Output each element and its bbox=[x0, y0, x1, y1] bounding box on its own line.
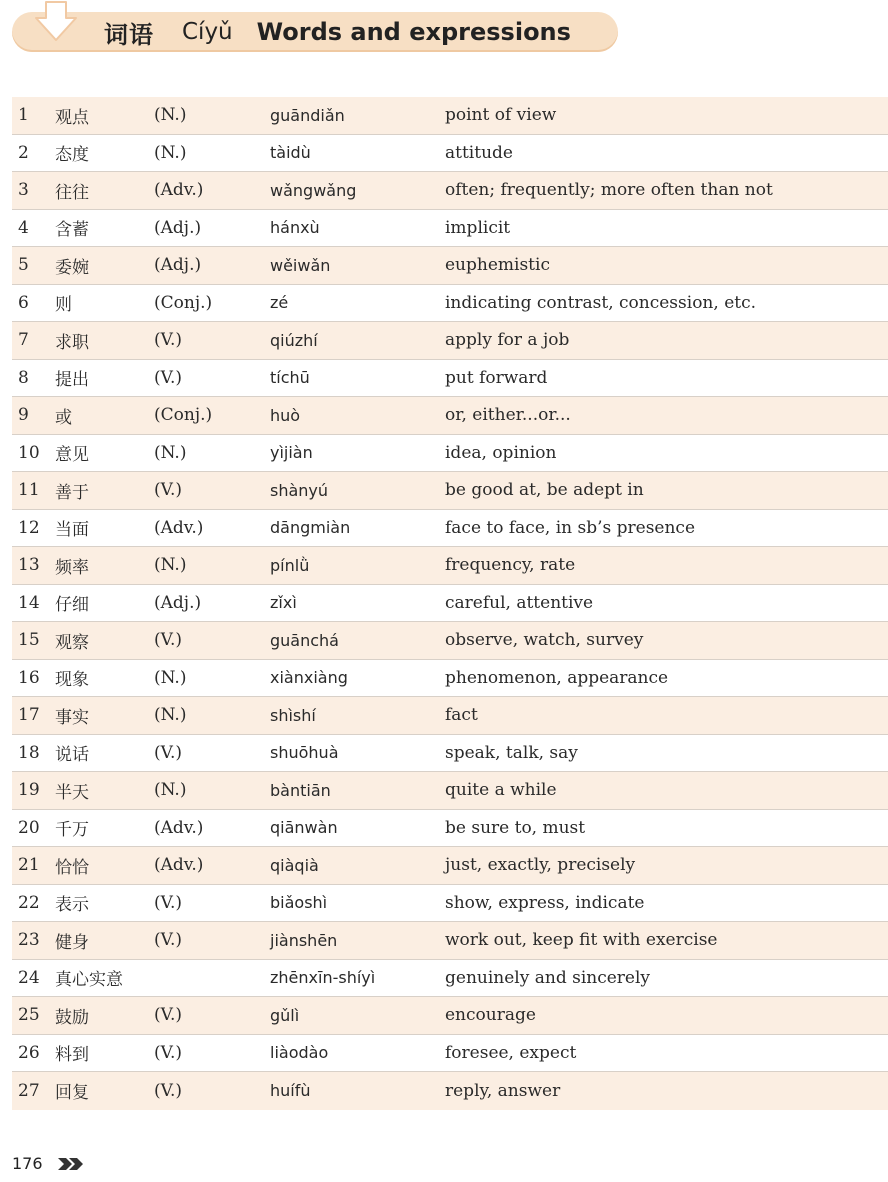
vocab-number: 1 bbox=[18, 105, 29, 126]
vocab-english: attitude bbox=[445, 142, 513, 163]
vocab-english: work out, keep fit with exercise bbox=[445, 930, 718, 951]
vocab-number: 24 bbox=[18, 967, 40, 988]
vocab-row bbox=[12, 135, 888, 173]
vocab-number: 5 bbox=[18, 255, 29, 276]
vocab-hanzi: 半天 bbox=[55, 782, 89, 803]
vocab-row bbox=[12, 810, 888, 848]
vocab-pinyin: yìjiàn bbox=[270, 443, 313, 463]
vocab-hanzi: 千万 bbox=[55, 820, 89, 841]
vocab-part-of-speech: (V.) bbox=[154, 1042, 182, 1063]
vocab-hanzi: 鼓励 bbox=[55, 1007, 89, 1028]
vocab-pinyin: wěiwǎn bbox=[270, 255, 331, 275]
vocab-number: 10 bbox=[18, 442, 40, 463]
vocab-number: 17 bbox=[18, 705, 40, 726]
vocab-hanzi: 提出 bbox=[55, 370, 89, 391]
vocab-pinyin: qiàqià bbox=[270, 855, 319, 875]
vocab-row bbox=[12, 1035, 888, 1073]
section-header-banner bbox=[12, 12, 618, 52]
vocab-part-of-speech: (Adv.) bbox=[154, 855, 204, 876]
vocab-number: 26 bbox=[18, 1042, 40, 1063]
vocab-pinyin: shuōhuà bbox=[270, 743, 339, 763]
vocab-pinyin: qiānwàn bbox=[270, 818, 338, 838]
vocab-hanzi: 意见 bbox=[55, 445, 89, 466]
vocab-row bbox=[12, 247, 888, 285]
vocab-english: indicating contrast, concession, etc. bbox=[445, 292, 757, 313]
vocab-part-of-speech: (Conj.) bbox=[154, 292, 213, 313]
vocab-english: speak, talk, say bbox=[445, 742, 578, 763]
vocab-number: 19 bbox=[18, 780, 40, 801]
vocab-row bbox=[12, 697, 888, 735]
vocab-hanzi: 委婉 bbox=[55, 257, 89, 278]
vocab-part-of-speech: (Adj.) bbox=[154, 255, 202, 276]
vocab-pinyin: tàidù bbox=[270, 143, 311, 163]
vocab-english: phenomenon, appearance bbox=[445, 667, 669, 688]
vocab-row bbox=[12, 772, 888, 810]
section-title-pinyin: Cíyǔ bbox=[182, 19, 233, 45]
vocab-hanzi: 真心实意 bbox=[55, 970, 123, 991]
vocab-hanzi: 则 bbox=[55, 295, 72, 316]
vocab-number: 14 bbox=[18, 592, 40, 613]
vocab-pinyin: jiànshēn bbox=[270, 930, 338, 950]
vocab-english: idea, opinion bbox=[445, 442, 557, 463]
vocab-english: show, express, indicate bbox=[445, 892, 645, 913]
vocab-number: 22 bbox=[18, 892, 40, 913]
vocab-row bbox=[12, 210, 888, 248]
vocab-row bbox=[12, 847, 888, 885]
vocab-number: 6 bbox=[18, 292, 29, 313]
vocab-english: point of view bbox=[445, 105, 557, 126]
vocab-part-of-speech: (V.) bbox=[154, 330, 182, 351]
vocab-part-of-speech: (V.) bbox=[154, 630, 182, 651]
vocab-pinyin: wǎngwǎng bbox=[270, 180, 357, 200]
vocab-row bbox=[12, 172, 888, 210]
vocab-row bbox=[12, 397, 888, 435]
vocab-hanzi: 仔细 bbox=[55, 595, 89, 616]
vocab-number: 23 bbox=[18, 930, 40, 951]
vocab-number: 12 bbox=[18, 517, 40, 538]
vocab-pinyin: zhēnxīn-shíyì bbox=[270, 968, 376, 988]
vocab-english: frequency, rate bbox=[445, 555, 576, 576]
vocab-part-of-speech: (Adj.) bbox=[154, 217, 202, 238]
vocab-english: just, exactly, precisely bbox=[445, 855, 636, 876]
vocab-part-of-speech: (Adj.) bbox=[154, 592, 202, 613]
vocab-number: 15 bbox=[18, 630, 40, 651]
page-number: 176 bbox=[12, 1154, 43, 1173]
vocab-pinyin: guāndiǎn bbox=[270, 105, 345, 125]
vocab-english: euphemistic bbox=[445, 255, 550, 276]
vocab-english: be good at, be adept in bbox=[445, 480, 644, 501]
vocab-row bbox=[12, 960, 888, 998]
vocab-number: 21 bbox=[18, 855, 40, 876]
vocab-row bbox=[12, 585, 888, 623]
section-title bbox=[104, 18, 571, 49]
vocab-hanzi: 说话 bbox=[55, 745, 89, 766]
vocab-hanzi: 料到 bbox=[55, 1045, 89, 1066]
vocab-number: 9 bbox=[18, 405, 29, 426]
vocab-number: 7 bbox=[18, 330, 29, 351]
vocab-english: face to face, in sb’s presence bbox=[445, 517, 696, 538]
vocab-pinyin: biǎoshì bbox=[270, 893, 328, 913]
vocab-part-of-speech: (N.) bbox=[154, 705, 187, 726]
vocab-row bbox=[12, 885, 888, 923]
vocab-number: 18 bbox=[18, 742, 40, 763]
vocab-english: put forward bbox=[445, 367, 548, 388]
vocab-english: implicit bbox=[445, 217, 511, 238]
vocab-english: careful, attentive bbox=[445, 592, 594, 613]
vocab-english: fact bbox=[445, 705, 478, 726]
vocab-hanzi: 含蓄 bbox=[55, 220, 89, 241]
vocab-hanzi: 或 bbox=[55, 407, 72, 428]
vocab-pinyin: huò bbox=[270, 405, 301, 425]
vocab-part-of-speech: (Adv.) bbox=[154, 517, 204, 538]
vocab-part-of-speech: (N.) bbox=[154, 105, 187, 126]
vocab-number: 27 bbox=[18, 1080, 40, 1101]
vocab-hanzi: 频率 bbox=[55, 557, 89, 578]
vocab-hanzi: 表示 bbox=[55, 895, 89, 916]
vocab-row bbox=[12, 922, 888, 960]
vocab-part-of-speech: (Conj.) bbox=[154, 405, 213, 426]
vocab-number: 16 bbox=[18, 667, 40, 688]
vocab-number: 3 bbox=[18, 180, 29, 201]
vocab-number: 2 bbox=[18, 142, 29, 163]
vocab-english: quite a while bbox=[445, 780, 557, 801]
vocab-part-of-speech: (V.) bbox=[154, 1080, 182, 1101]
vocab-part-of-speech: (N.) bbox=[154, 555, 187, 576]
vocab-english: reply, answer bbox=[445, 1080, 561, 1101]
vocab-part-of-speech: (V.) bbox=[154, 367, 182, 388]
vocab-row bbox=[12, 547, 888, 585]
vocab-part-of-speech: (V.) bbox=[154, 480, 182, 501]
vocab-english: genuinely and sincerely bbox=[445, 967, 651, 988]
vocab-pinyin: qiúzhí bbox=[270, 330, 318, 350]
vocab-pinyin: zǐxì bbox=[270, 593, 297, 613]
vocab-hanzi: 当面 bbox=[55, 520, 89, 541]
vocab-row bbox=[12, 360, 888, 398]
vocab-part-of-speech: (V.) bbox=[154, 892, 182, 913]
section-title-chinese: 词语 bbox=[104, 20, 154, 49]
vocab-pinyin: shìshí bbox=[270, 705, 316, 725]
vocab-part-of-speech: (V.) bbox=[154, 930, 182, 951]
vocab-pinyin: gǔlì bbox=[270, 1005, 300, 1025]
vocab-english: often; frequently; more often than not bbox=[445, 180, 773, 201]
vocab-number: 13 bbox=[18, 555, 40, 576]
vocab-part-of-speech: (V.) bbox=[154, 1005, 182, 1026]
vocab-hanzi: 求职 bbox=[55, 332, 89, 353]
vocab-part-of-speech: (Adv.) bbox=[154, 817, 204, 838]
vocab-row bbox=[12, 622, 888, 660]
vocab-part-of-speech: (N.) bbox=[154, 780, 187, 801]
vocab-number: 8 bbox=[18, 367, 29, 388]
vocab-part-of-speech: (Adv.) bbox=[154, 180, 204, 201]
vocab-row bbox=[12, 1072, 888, 1110]
vocab-part-of-speech: (V.) bbox=[154, 742, 182, 763]
vocab-pinyin: guānchá bbox=[270, 630, 339, 650]
vocab-english: be sure to, must bbox=[445, 817, 586, 838]
vocab-row bbox=[12, 660, 888, 698]
vocab-row bbox=[12, 472, 888, 510]
vocab-hanzi: 善于 bbox=[55, 482, 89, 503]
vocab-row bbox=[12, 997, 888, 1035]
vocab-hanzi: 态度 bbox=[55, 145, 89, 166]
vocab-pinyin: tíchū bbox=[270, 368, 310, 388]
vocab-number: 4 bbox=[18, 217, 29, 238]
vocab-english: encourage bbox=[445, 1005, 536, 1026]
vocab-row bbox=[12, 510, 888, 548]
vocab-row bbox=[12, 97, 888, 135]
vocab-pinyin: bàntiān bbox=[270, 780, 331, 800]
vocab-number: 20 bbox=[18, 817, 40, 838]
vocab-pinyin: pínlǜ bbox=[270, 555, 310, 575]
vocab-english: or, either...or... bbox=[445, 405, 571, 426]
vocab-pinyin: hánxù bbox=[270, 218, 320, 238]
vocab-pinyin: shànyú bbox=[270, 480, 329, 500]
page-footer bbox=[12, 1154, 85, 1173]
vocab-hanzi: 观点 bbox=[55, 107, 89, 128]
vocab-pinyin: zé bbox=[270, 293, 289, 313]
vocab-row bbox=[12, 322, 888, 360]
vocab-part-of-speech: (N.) bbox=[154, 442, 187, 463]
vocab-hanzi: 健身 bbox=[55, 932, 89, 953]
vocab-hanzi: 观察 bbox=[55, 632, 89, 653]
vocab-row bbox=[12, 285, 888, 323]
vocab-english: apply for a job bbox=[445, 330, 570, 351]
vocabulary-table bbox=[12, 97, 888, 1110]
vocab-hanzi: 恰恰 bbox=[55, 857, 89, 878]
vocab-pinyin: dāngmiàn bbox=[270, 518, 351, 538]
vocab-number: 25 bbox=[18, 1005, 40, 1026]
vocab-english: foresee, expect bbox=[445, 1042, 577, 1063]
down-arrow-icon bbox=[30, 0, 82, 52]
vocab-part-of-speech: (N.) bbox=[154, 667, 187, 688]
vocab-pinyin: liàodào bbox=[270, 1043, 329, 1063]
vocab-hanzi: 事实 bbox=[55, 707, 89, 728]
vocab-row bbox=[12, 435, 888, 473]
vocab-number: 11 bbox=[18, 480, 40, 501]
vocab-hanzi: 回复 bbox=[55, 1083, 89, 1104]
vocab-english: observe, watch, survey bbox=[445, 630, 644, 651]
section-title-english: Words and expressions bbox=[256, 18, 571, 46]
vocab-hanzi: 现象 bbox=[55, 670, 89, 691]
vocab-part-of-speech: (N.) bbox=[154, 142, 187, 163]
vocab-hanzi: 往往 bbox=[55, 182, 89, 203]
vocab-pinyin: xiànxiàng bbox=[270, 668, 348, 688]
vocab-row bbox=[12, 735, 888, 773]
vocab-pinyin: huífù bbox=[270, 1081, 311, 1101]
double-chevron-right-icon bbox=[57, 1156, 85, 1172]
